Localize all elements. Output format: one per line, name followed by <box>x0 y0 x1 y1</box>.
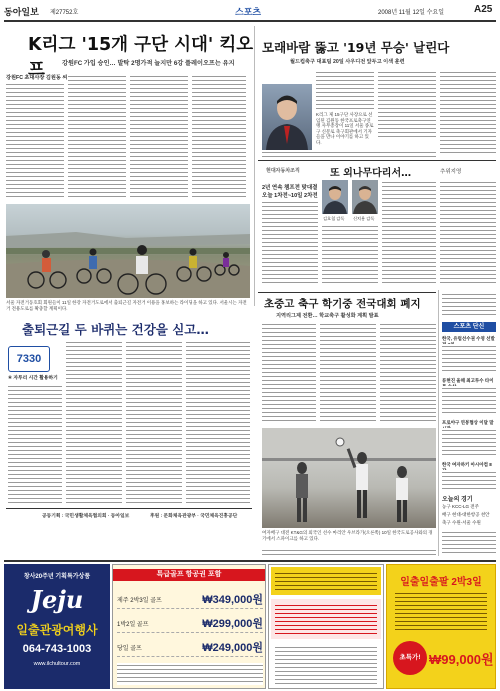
sidebar-bottom-body <box>442 530 496 556</box>
volley-body-col3 <box>382 180 436 286</box>
bike-body-col4 <box>186 340 250 504</box>
game-sport: 축구 <box>442 520 451 525</box>
sale-ad[interactable] <box>386 564 496 689</box>
sidebar-game-0 <box>442 504 496 510</box>
saudi-body-col3 <box>440 70 496 156</box>
sale-ad-title: 일출일출팔 2박3일 <box>400 577 482 588</box>
youth-headline: 초중고 축구 학기중 전국대회 폐지 <box>264 298 421 310</box>
portrait-photo <box>262 84 312 150</box>
golf-price-row-1 <box>117 613 263 633</box>
bike-footer-2: 후원 : 문화체육관광부 · 국민체육진흥공단 <box>150 514 238 519</box>
sidebar-item-2: 프로야구 연봉협상 이달 말 <box>442 420 494 425</box>
coach2-photo <box>352 180 378 214</box>
sidebar-body-top <box>442 292 496 316</box>
saudi-headline: 모래바람 뚫고 '19년 무승' 날린다 <box>262 40 450 55</box>
game-match: 수원-서울 <box>451 520 471 525</box>
person-icon <box>322 180 348 214</box>
game-match: 현대-대한항공 <box>451 512 480 517</box>
bike-logo <box>8 346 50 372</box>
kleague-body-col2 <box>68 74 126 200</box>
sale-badge-text: 초특가! <box>399 654 421 661</box>
sidebar-game-2 <box>442 520 496 526</box>
listing-ad-lines-1 <box>275 571 377 591</box>
jeju-ad-phone: 064-743-1003 <box>22 643 92 655</box>
person-icon <box>262 84 312 150</box>
sidebar-item-1-body <box>442 386 496 416</box>
kleague-body-col3 <box>130 74 188 200</box>
divider <box>438 290 439 556</box>
volley-kicker-row <box>258 163 496 177</box>
section-name: 스포츠 <box>235 7 262 17</box>
listing-ad[interactable] <box>268 564 384 689</box>
sidebar-title-text: 스포츠 단신 <box>453 324 485 330</box>
saudi-subhead: 월드컵축구 대표팀 20일 사우디전 앞두고 이색 훈련 <box>290 59 405 65</box>
jeju-ad[interactable] <box>4 564 110 689</box>
divider <box>4 560 496 562</box>
page-number: A25 <box>474 4 493 15</box>
saudi-body-col2 <box>378 70 436 140</box>
price-label: 1박2일 골프 <box>117 622 149 628</box>
game-sport: 배구 <box>442 512 451 517</box>
price-label: 제주 2박3일 골프 <box>117 598 162 604</box>
game-place: 수원 <box>472 520 481 525</box>
jeju-ad-url: www.ilchultour.com <box>33 661 81 667</box>
issue-date: 2008년 11월 12일 수요일 <box>378 10 445 16</box>
listing-ad-lines-3 <box>275 645 377 685</box>
paper-name: 동아일보 <box>4 7 39 17</box>
sidebar-item-3-body <box>442 470 496 490</box>
game-sport: 농구 <box>442 504 451 509</box>
cycling-caption: 서울 자전거동호회 회원들이 11일 한강 자전거도로에서 출퇴근길 자전거 이용을 홍보하는 라이딩을 하고 있다. 서울시는 자전거 전용도로를 확충할 계획이다. <box>6 300 247 311</box>
kleague-byline: 강원FC 초대사장 김원동 씨 <box>6 75 68 81</box>
masthead-rule <box>4 20 496 22</box>
person-icon <box>352 180 378 214</box>
coach2-name: 신치용 감독 <box>353 216 375 221</box>
volleyball-caption: 여자배구 대전 KT&G의 외국인 선수 마리안 우브라가(오른쪽) 10일 한국도로공사와의 경기에서 스파이크를 하고 있다. <box>262 530 433 541</box>
golf-ad-fineprint <box>117 663 263 685</box>
bike-body-col3 <box>126 340 182 504</box>
golf-price-row-0 <box>117 589 263 609</box>
divider <box>258 160 496 161</box>
masthead <box>0 0 500 22</box>
jeju-ad-top: 창사20주년 기획특가상품 <box>23 574 91 580</box>
sidebar-title <box>442 322 496 332</box>
volley-headline: 또 외나무다리서… <box>330 168 412 179</box>
price-value: ₩349,000원 <box>202 594 263 606</box>
youth-body-col3 <box>380 322 436 422</box>
bike-logo-text: 7330 <box>16 353 42 365</box>
sidebar-games-title: 오늘의 경기 <box>442 497 473 503</box>
bike-series: ⑥ 자투리 시간 활용하기 <box>8 376 58 381</box>
bike-body-col2 <box>66 340 122 504</box>
sidebar-item-1: 류현진 올해 최고투수 타이 <box>442 378 494 383</box>
divider <box>254 26 255 306</box>
volleyball-photo <box>262 428 436 528</box>
youth-body-col1 <box>262 322 316 422</box>
volley-body-col1 <box>262 200 318 286</box>
bike-body-col1 <box>8 384 62 504</box>
volley2-body <box>262 548 436 556</box>
sidebar-item-0: 한국, 유럽선수권 수영 선발 <box>442 336 495 341</box>
golf-price-title: 특급골프 항공권 포함 <box>113 569 265 581</box>
youth-subhead: 지역리그제 전환… 학교축구 활성화 계획 발표 <box>276 313 379 319</box>
sale-ad-lines <box>395 591 487 631</box>
cycling-photo <box>6 204 250 298</box>
divider <box>6 508 252 509</box>
kleague-subhead: 강원FC 가입 승인… 발탁 2명가적 늘지만 6강 플레이오프는 유지 <box>62 60 235 67</box>
portrait-caption: K리그 제 15구단 사장으로 선임된 김원동 한국프로축구연맹 사무총장이 11일 서울 종로구 신문로 축구회관에서 기자들을 만나 이야기를 하고 있다. <box>316 112 374 145</box>
volley-kicker: 현대자동차조직 <box>266 168 300 174</box>
volleyball-scene-icon <box>262 428 436 528</box>
volley-sub1: 2년 연속 챔프전 맞대결 <box>262 185 318 191</box>
saudi-body-col1 <box>316 70 374 110</box>
listing-ad-lines-2 <box>275 603 377 635</box>
price-value: ₩249,000원 <box>202 642 263 654</box>
golf-price-ad[interactable] <box>112 564 266 689</box>
issue-number: 제27752호 <box>50 10 79 16</box>
sidebar-item-0-body <box>442 344 496 374</box>
sidebar-item-3: 한국 여자하키 아시아컵 8 <box>442 462 492 467</box>
coach1-photo <box>322 180 348 214</box>
saudi-body-col1b <box>262 150 436 158</box>
coach1-name: 김호철 감독 <box>323 216 345 221</box>
cyclists-scene-icon <box>6 204 250 298</box>
youth-body-col2 <box>320 322 376 422</box>
bike-footer-1: 공동기획 : 국민생활체육협의회 · 동아일보 <box>42 514 130 519</box>
volley-sub2: 오늘 1차전~10일 2차전 <box>262 193 318 199</box>
kleague-body-col1 <box>6 82 64 200</box>
volley-body-col4 <box>440 180 496 286</box>
kleague-headline: K리그 '15개 구단 시대' 킥오프 <box>28 35 254 80</box>
price-label: 당일 골프 <box>117 646 142 652</box>
divider <box>258 292 436 293</box>
sidebar-item-2-body <box>442 428 496 458</box>
volley-body-col2 <box>322 224 378 286</box>
golf-price-row-2 <box>117 637 263 657</box>
game-match: KCC-LG <box>451 504 469 509</box>
volley-tail: 추위지영 <box>440 169 462 175</box>
price-value: ₩299,000원 <box>202 618 263 630</box>
game-place: 천안 <box>480 512 490 517</box>
jeju-ad-name: 일출관광여행사 <box>16 623 98 637</box>
sale-ad-badge <box>393 641 427 675</box>
sale-ad-price: ₩99,000원 <box>429 652 494 667</box>
bike-headline: 출퇴근길 두 바퀴는 건강을 싣고… <box>22 322 209 337</box>
game-place: 전주 <box>470 504 479 509</box>
kleague-body-col4 <box>192 74 246 200</box>
sidebar-game-1 <box>442 512 496 518</box>
jeju-ad-brand: Jeju <box>30 585 84 614</box>
